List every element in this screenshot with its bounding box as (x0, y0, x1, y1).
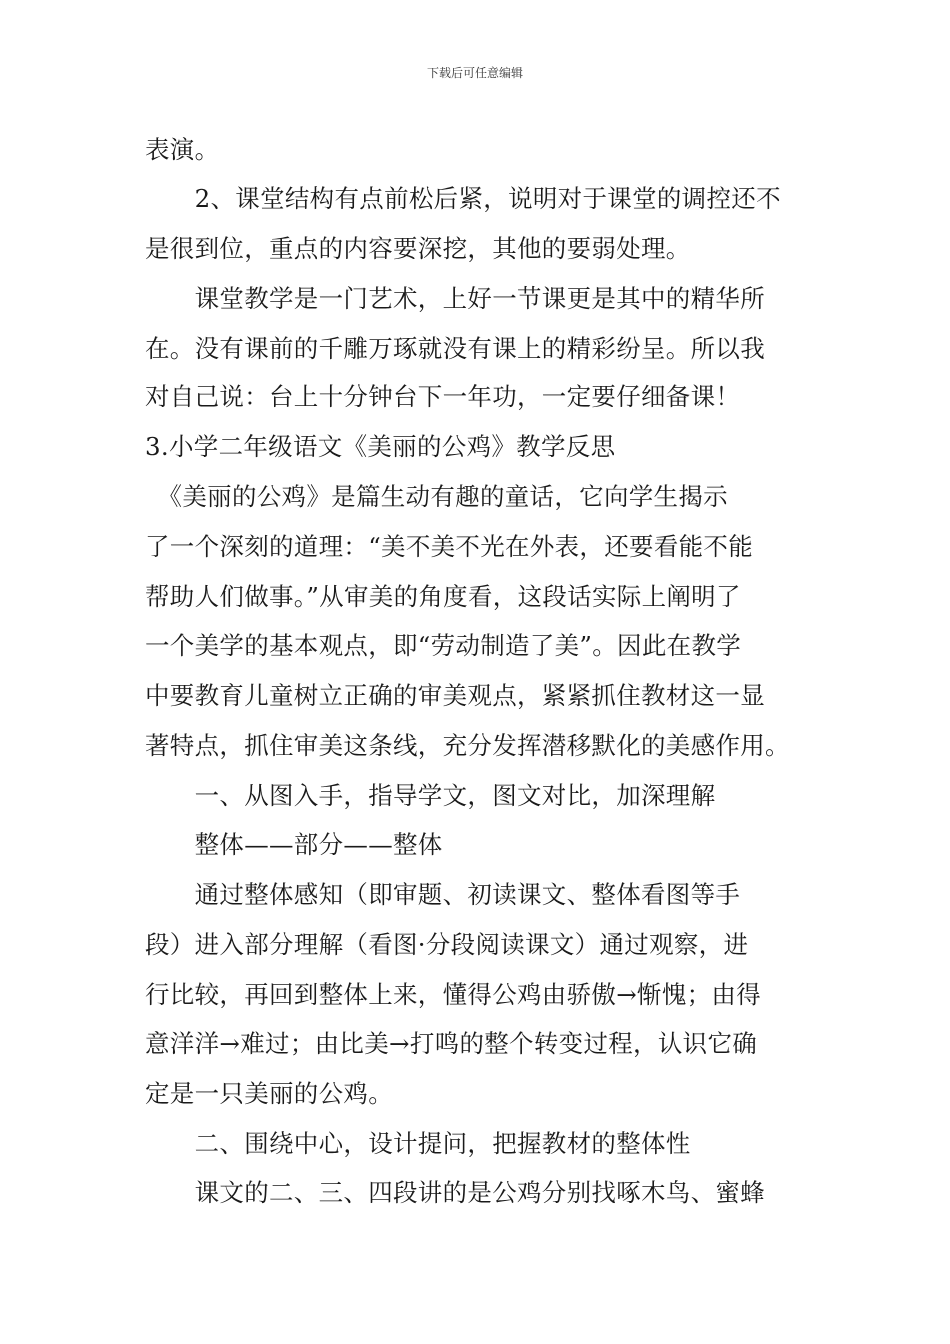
text-line: 是很到位，重点的内容要深挖，其他的要弱处理。 (145, 234, 691, 263)
text-line: 一、从图入手，指导学文，图文对比，加深理解 (145, 781, 716, 810)
text-line: 了一个深刻的道理：“美不美不光在外表，还要看能不能 (145, 532, 754, 561)
text-line: 表演。 (145, 135, 220, 164)
page-header: 下载后可任意编辑 (426, 66, 523, 80)
text-line: 对自己说：台上十分钟台下一年功，一定要仔细备课！ (145, 382, 741, 411)
text-line: 段）进入部分理解（看图·分段阅读课文）通过观察，进 (145, 930, 749, 959)
text-line: 整体——部分——整体 (145, 830, 443, 859)
text-line: 中要教育儿童树立正确的审美观点，紧紧抓住教材这一显 (145, 681, 765, 710)
text-line: 课堂教学是一门艺术，上好一节课更是其中的精华所 (145, 284, 765, 313)
text-line: 著特点，抓住审美这条线，充分发挥潜移默化的美感作用。 (145, 731, 790, 760)
text-line: 行比较，再回到整体上来，懂得公鸡由骄傲→惭愧；由得 (145, 980, 762, 1009)
text-line: 课文的二、三、四段讲的是公鸡分别找啄木鸟、蜜蜂 (145, 1178, 765, 1207)
text-line: 帮助人们做事。”从审美的角度看，这段话实际上阐明了 (145, 582, 741, 611)
text-line: 一个美学的基本观点，即“劳动制造了美”。因此在教学 (145, 631, 742, 660)
section-title: 3.小学二年级语文《美丽的公鸡》教学反思 (145, 432, 616, 461)
text-line: 定是一只美丽的公鸡。 (145, 1079, 393, 1108)
text-line: 2、课堂结构有点前松后紧，说明对于课堂的调控还不 (145, 184, 781, 213)
text-line: 意洋洋→难过；由比美→打鸣的整个转变过程，认识它确 (145, 1029, 758, 1058)
text-line: 通过整体感知（即审题、初读课文、整体看图等手 (145, 880, 741, 909)
text-line: 二、围绕中心，设计提问，把握教材的整体性 (145, 1129, 691, 1158)
text-line: 在。没有课前的千雕万琢就没有课上的精彩纷呈。所以我 (145, 334, 765, 363)
text-line: 《美丽的公鸡》是篇生动有趣的童话，它向学生揭示 (145, 482, 728, 511)
